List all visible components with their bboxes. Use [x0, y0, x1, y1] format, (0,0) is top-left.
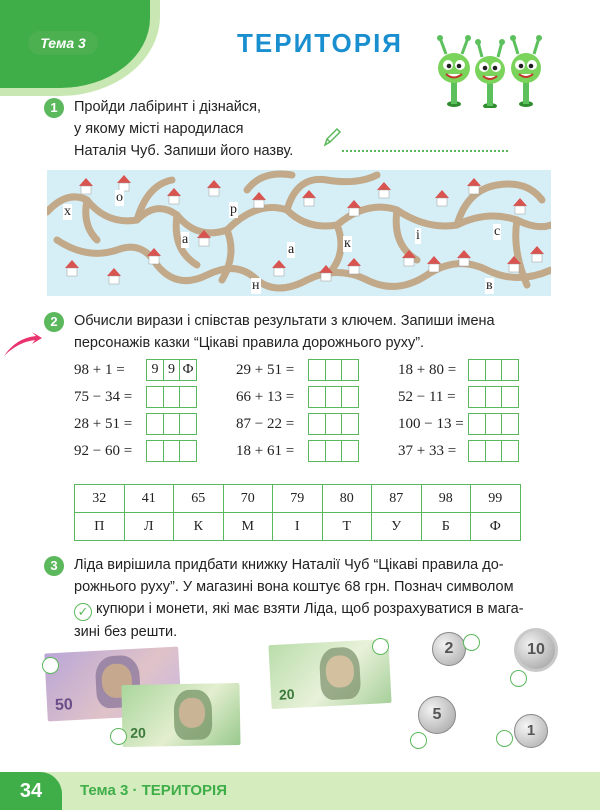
check-circle-coin-5[interactable]	[410, 732, 427, 749]
answer-cell[interactable]	[163, 413, 181, 435]
topic-badge: Тема 3	[28, 31, 98, 55]
answer-boxes	[468, 440, 518, 462]
banknote-value: 20	[130, 724, 147, 741]
maze-letter: а	[182, 232, 189, 247]
key-letter: Ф	[471, 513, 521, 541]
answer-line-city[interactable]	[342, 150, 508, 152]
check-circle-coin-10[interactable]	[510, 670, 527, 687]
answer-cell[interactable]	[501, 413, 519, 435]
answer-cell[interactable]	[501, 359, 519, 381]
key-letter: Б	[421, 513, 471, 541]
maze-letter: к	[344, 236, 351, 251]
answer-cell[interactable]	[179, 413, 197, 435]
expression-row	[398, 440, 518, 462]
answer-cell[interactable]	[501, 386, 519, 408]
answer-cell[interactable]	[179, 386, 197, 408]
answer-boxes	[308, 413, 358, 435]
check-circle-coin-2[interactable]	[463, 634, 480, 651]
answer-cell[interactable]	[163, 386, 181, 408]
answer-cell[interactable]	[325, 386, 343, 408]
key-letter: І	[273, 513, 323, 541]
answer-cell[interactable]: 9	[163, 359, 181, 381]
answer-cell[interactable]	[325, 440, 343, 462]
answer-cell[interactable]	[179, 440, 197, 462]
answer-cell[interactable]	[485, 359, 503, 381]
key-letter: М	[223, 513, 273, 541]
task-3-number: 3	[44, 556, 64, 576]
maze-letter: н	[252, 278, 260, 293]
answer-cell[interactable]	[468, 386, 486, 408]
expression-row	[398, 413, 518, 435]
expression-row	[74, 359, 196, 381]
key-letter: П	[75, 513, 125, 541]
expression-row	[398, 359, 518, 381]
task-3-text	[74, 554, 564, 643]
maze-letter: в	[486, 278, 493, 293]
key-number: 41	[124, 485, 174, 513]
pencil-icon	[322, 126, 342, 148]
check-circle-banknote-50[interactable]	[42, 657, 59, 674]
task-1-line: Наталія Чуб. Запиши його назву.	[74, 143, 294, 159]
check-circle-banknote-20-back[interactable]	[372, 638, 389, 655]
coin-2	[432, 632, 466, 666]
answer-boxes	[468, 359, 518, 381]
banknote-value: 50	[54, 696, 74, 715]
answer-cell[interactable]	[341, 440, 359, 462]
maze-illustration	[47, 170, 551, 296]
key-letters-row	[75, 513, 521, 541]
page-title: ТЕРИТОРІЯ	[237, 28, 403, 58]
expression-text: 52 − 11 =	[398, 388, 456, 405]
task-3-line: ✓ купюри і монети, які має взяти Ліда, щоб розрахуватися в мага-	[74, 598, 564, 621]
answer-boxes	[308, 440, 358, 462]
expression-text: 18 + 61 =	[236, 442, 295, 459]
answer-cell[interactable]	[308, 440, 326, 462]
check-circle-coin-1[interactable]	[496, 730, 513, 747]
answer-cell[interactable]	[308, 386, 326, 408]
key-number: 65	[174, 485, 224, 513]
expression-text: 28 + 51 =	[74, 415, 133, 432]
answer-boxes	[146, 413, 196, 435]
answer-cell[interactable]	[146, 440, 164, 462]
key-letter: К	[174, 513, 224, 541]
expression-text: 75 − 34 =	[74, 388, 133, 405]
maze-letter: о	[116, 190, 123, 205]
coin-value: 5	[432, 706, 442, 723]
answer-boxes	[468, 386, 518, 408]
task-1-line: у якому місті народилася	[74, 121, 244, 137]
task-3-line: Ліда вирішила придбати книжку Наталії Чуб “Цікаві правила до-	[74, 557, 504, 573]
key-numbers-row	[75, 485, 521, 513]
key-number: 32	[75, 485, 125, 513]
expression-row	[236, 359, 358, 381]
coin-value: 10	[527, 641, 545, 658]
answer-cell[interactable]	[485, 413, 503, 435]
answer-cell[interactable]	[325, 359, 343, 381]
alien-1	[437, 35, 471, 107]
check-circle-banknote-20-front[interactable]	[110, 728, 127, 745]
alien-2	[475, 39, 505, 108]
answer-cell[interactable]	[308, 359, 326, 381]
answer-cell[interactable]	[468, 359, 486, 381]
task-3-line: рожнього руху”. У магазині вона коштує 68 грн. Познач символом	[74, 579, 514, 595]
key-number: 87	[372, 485, 422, 513]
answer-boxes	[308, 386, 358, 408]
page-number: 34	[0, 772, 62, 810]
banknote-20-front	[121, 683, 240, 747]
task-2-line: персонажів казки “Цікаві правила дорожнього руху”.	[74, 335, 425, 351]
expression-text: 98 + 1 =	[74, 361, 125, 378]
task-1-number: 1	[44, 98, 64, 118]
coin-value: 1	[526, 722, 536, 739]
maze-letter: с	[494, 224, 501, 239]
expression-text: 92 − 60 =	[74, 442, 133, 459]
checkmark-circle-icon: ✓	[74, 603, 92, 621]
task-2-line: Обчисли вирази і співстав результати з ключем. Запиши імена	[74, 313, 495, 329]
answer-cell[interactable]	[325, 413, 343, 435]
answer-cell[interactable]	[146, 386, 164, 408]
footer-topic: Тема 3 · ТЕРИТОРІЯ	[80, 782, 228, 799]
expression-row	[74, 413, 196, 435]
expression-text: 18 + 80 =	[398, 361, 457, 378]
answer-cell[interactable]	[341, 413, 359, 435]
maze-letter: р	[230, 202, 237, 217]
expression-row	[236, 440, 358, 462]
pink-arrow-icon	[2, 330, 42, 358]
answer-cell[interactable]	[485, 386, 503, 408]
expression-row	[74, 386, 196, 408]
coin-1	[514, 714, 548, 748]
coin-value: 2	[444, 640, 454, 657]
task-2-number: 2	[44, 312, 64, 332]
task-1-line: Пройди лабіринт і дізнайся,	[74, 99, 262, 115]
task-3-line: зині без решти.	[74, 624, 178, 640]
maze-letter: а	[288, 242, 295, 257]
key-number: 70	[223, 485, 273, 513]
answer-cell[interactable]	[146, 413, 164, 435]
alien-mascots-illustration	[430, 28, 550, 108]
expression-row	[236, 386, 358, 408]
expression-row	[74, 440, 196, 462]
expression-text: 37 + 33 =	[398, 442, 457, 459]
expression-text: 87 − 22 =	[236, 415, 295, 432]
answer-cell[interactable]: 9	[146, 359, 164, 381]
answer-boxes	[146, 359, 196, 381]
coin-5	[418, 696, 456, 734]
maze-letter: х	[64, 204, 71, 219]
maze-letter: і	[416, 228, 420, 243]
key-number: 99	[471, 485, 521, 513]
answer-cell[interactable]	[485, 440, 503, 462]
key-letter: Т	[322, 513, 372, 541]
coin-10	[514, 628, 558, 672]
key-number: 80	[322, 485, 372, 513]
answer-cell[interactable]	[163, 440, 181, 462]
answer-cell[interactable]	[501, 440, 519, 462]
answer-boxes	[146, 386, 196, 408]
answer-boxes	[146, 440, 196, 462]
answer-cell[interactable]	[468, 440, 486, 462]
expression-text: 100 − 13 =	[398, 415, 464, 432]
expression-text: 29 + 51 =	[236, 361, 295, 378]
key-table	[74, 484, 521, 541]
expression-row	[398, 386, 518, 408]
key-number: 79	[273, 485, 323, 513]
answer-cell[interactable]	[468, 413, 486, 435]
banknote-value: 20	[278, 685, 295, 703]
answer-cell[interactable]	[308, 413, 326, 435]
expression-row	[236, 413, 358, 435]
key-number: 98	[421, 485, 471, 513]
key-letter: У	[372, 513, 422, 541]
key-letter: Л	[124, 513, 174, 541]
answer-boxes	[308, 359, 358, 381]
expression-text: 66 + 13 =	[236, 388, 295, 405]
answer-cell[interactable]	[341, 386, 359, 408]
alien-3	[510, 35, 542, 107]
answer-boxes	[468, 413, 518, 435]
answer-cell[interactable]: Ф	[179, 359, 197, 381]
answer-cell[interactable]	[341, 359, 359, 381]
task-2-text	[74, 310, 564, 354]
